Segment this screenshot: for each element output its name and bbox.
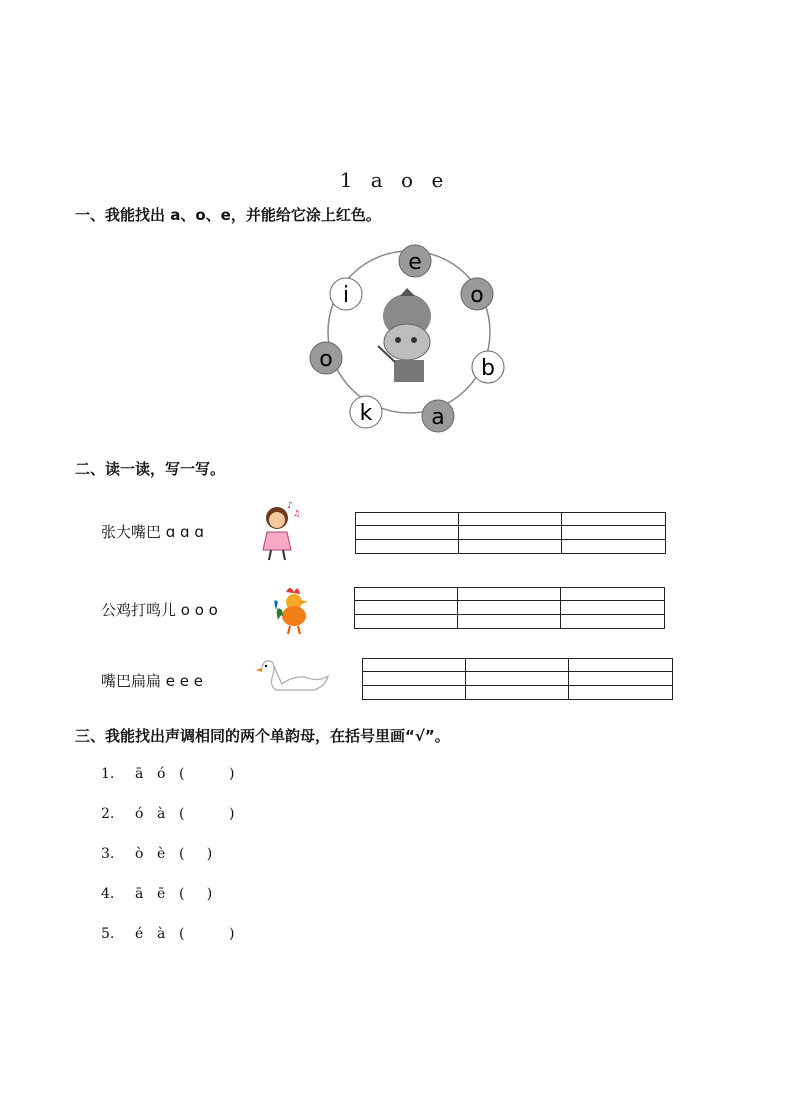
letter-text: o — [319, 347, 333, 372]
question-number: 1. — [101, 766, 115, 782]
tone-b: à — [157, 926, 166, 942]
answer-paren[interactable]: ( ) — [179, 926, 235, 942]
tone-b: à — [157, 806, 166, 822]
writing-grid-3[interactable] — [362, 658, 673, 700]
question-number: 5. — [101, 926, 115, 942]
tone-a: ò — [135, 846, 144, 862]
svg-text:♫: ♫ — [293, 509, 301, 518]
section3-heading: 三、我能找出声调相同的两个单韵母，在括号里画“√”。 — [75, 727, 450, 745]
tone-b: è — [157, 846, 166, 862]
question-2 — [101, 806, 234, 822]
answer-paren[interactable]: ( ) — [179, 806, 235, 822]
section1-heading: 一、我能找出 a、o、e，并能给它涂上红色。 — [75, 206, 381, 224]
letter-bubble-i[interactable] — [330, 278, 362, 310]
writing-grid-1[interactable] — [355, 512, 666, 554]
question-number: 2. — [101, 806, 115, 822]
girl-singing-icon — [253, 498, 303, 562]
letter-text: e — [408, 250, 422, 275]
letter-text: i — [342, 283, 350, 308]
letter-circle-diagram — [300, 236, 520, 436]
page-title: 1 a o e — [339, 168, 450, 192]
tone-a: é — [135, 926, 144, 942]
question-1 — [101, 766, 234, 782]
letter-bubble-e[interactable] — [399, 245, 431, 277]
letter-bubble-o[interactable] — [461, 278, 493, 310]
letter-text: k — [359, 401, 373, 426]
question-4 — [101, 886, 212, 902]
tone-a: ó — [135, 806, 144, 822]
letter-text: o — [470, 283, 484, 308]
letter-text: a — [431, 405, 445, 430]
row3-label: 嘴巴扁扁 e e e — [101, 672, 203, 690]
row1-label: 张大嘴巴 ɑ ɑ ɑ — [101, 523, 204, 541]
question-3 — [101, 846, 212, 862]
answer-paren[interactable]: ( ) — [179, 886, 213, 902]
tone-b: ó — [157, 766, 166, 782]
tone-b: ē — [157, 886, 166, 902]
letter-bubble-o-left[interactable] — [310, 342, 342, 374]
writing-grid-2[interactable] — [354, 587, 665, 629]
letter-bubble-k[interactable] — [350, 396, 382, 428]
answer-paren[interactable]: ( ) — [179, 766, 235, 782]
letter-text: b — [481, 356, 495, 381]
swan-icon — [252, 654, 332, 702]
row2-label: 公鸡打鸣儿 o o o — [101, 601, 218, 619]
question-number: 4. — [101, 886, 115, 902]
tone-a: ā — [135, 766, 144, 782]
cartoon-boy-icon — [378, 288, 431, 382]
rooster-icon — [272, 582, 324, 636]
question-5 — [101, 926, 234, 942]
answer-paren[interactable]: ( ) — [179, 846, 213, 862]
question-number: 3. — [101, 846, 115, 862]
section2-heading: 二、读一读，写一写。 — [75, 460, 226, 478]
tone-a: ā — [135, 886, 144, 902]
svg-text:♪: ♪ — [287, 501, 293, 511]
letter-bubble-b[interactable] — [472, 351, 504, 383]
letter-bubble-a[interactable] — [422, 400, 454, 432]
